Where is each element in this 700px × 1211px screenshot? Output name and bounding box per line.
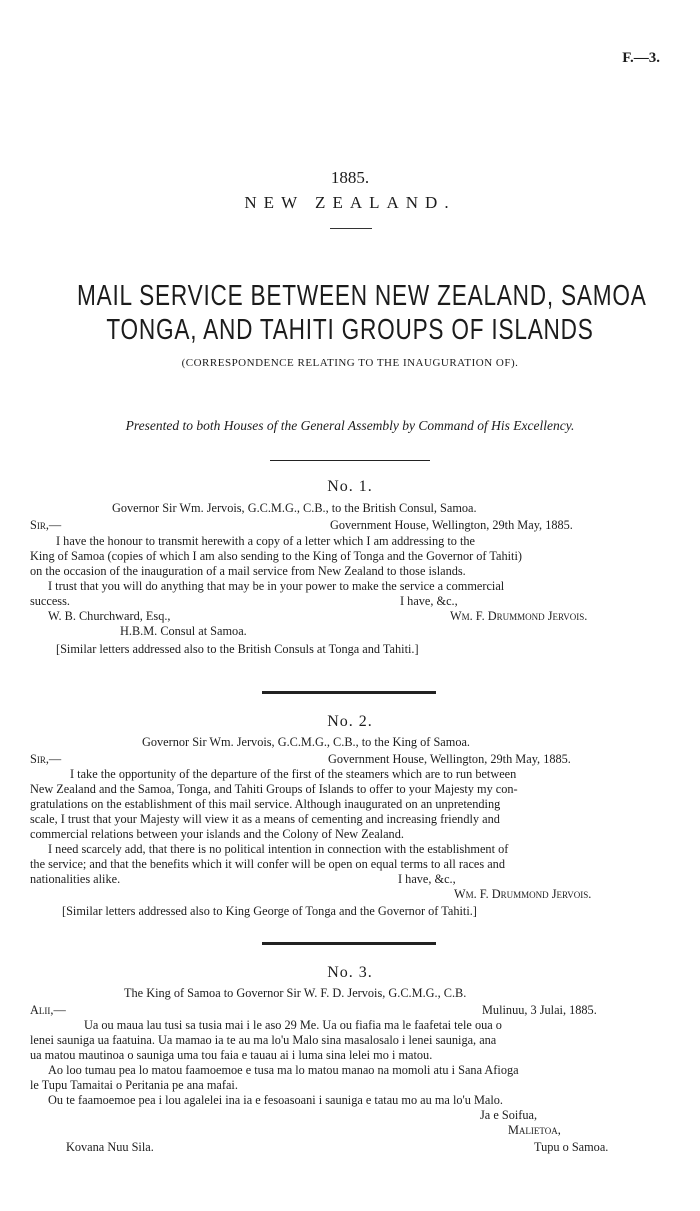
letter-2-line: gratulations on the establishment of this mail service. Although inaugurated on an unpretending: [30, 797, 501, 811]
letter-3-recipient: Kovana Nuu Sila.: [66, 1140, 154, 1154]
letter-2-line: I take the opportunity of the departure of the first of the steamers which are to run between: [70, 767, 517, 781]
letter-2-signature: Wm. F. Drummond Jervois.: [454, 887, 592, 901]
letter-2-note: [Similar letters addressed also to King George of Tonga and the Governor of Tahiti.]: [62, 904, 477, 918]
divider: [262, 942, 436, 945]
letter-2-place-date: Government House, Wellington, 29th May, 1885.: [328, 752, 571, 766]
letter-3-signature: Malietoa,: [508, 1123, 561, 1137]
letter-2-closing: I have, &c.,: [398, 872, 456, 886]
letter-1-salutation: Sir,—: [30, 518, 62, 532]
letter-1-signature: Wm. F. Drummond Jervois.: [450, 609, 588, 623]
presented-line: Presented to both Houses of the General Assembly by Command of His Excellency.: [125, 418, 575, 433]
page-code: F.—3.: [622, 50, 660, 66]
publication-year: 1885.: [330, 168, 370, 187]
letter-1-place-date: Government House, Wellington, 29th May, 1885.: [330, 518, 573, 532]
subtitle: (CORRESPONDENCE RELATING TO THE INAUGURATION OF).: [181, 357, 519, 369]
letter-1-recipient: W. B. Churchward, Esq.,: [48, 609, 171, 623]
divider: [262, 691, 436, 694]
title-line-1: MAIL SERVICE BETWEEN NEW ZEALAND, SAMOA: [77, 280, 647, 312]
letter-3-closing: Ja e Soifua,: [480, 1108, 538, 1122]
letter-2-heading: Governor Sir Wm. Jervois, G.C.M.G., C.B., to the King of Samoa.: [142, 735, 471, 749]
letter-3-place-date: Mulinuu, 3 Julai, 1885.: [482, 1003, 597, 1017]
letter-2-line: New Zealand and the Samoa, Tonga, and Tahiti Groups of Islands to offer to your Majesty my con-: [30, 782, 518, 796]
letter-1-closing: I have, &c.,: [400, 594, 458, 608]
letter-2-line: I need scarcely add, that there is no political intention in connection with the establishment of: [48, 842, 509, 856]
letter-3-line: Ou te faamoemoe pea i lou agalelei ina ia e fesoasoani i sauniga e tatau mo au ma lo'u Malo.: [48, 1093, 503, 1107]
letter-1-note: [Similar letters addressed also to the British Consuls at Tonga and Tahiti.]: [56, 642, 419, 656]
letter-3-number: No. 3.: [327, 964, 373, 981]
letter-1-line: I have the honour to transmit herewith a copy of a letter which I am addressing to the: [56, 534, 475, 548]
letter-1-line: King of Samoa (copies of which I am also sending to the King of Tonga and the Governor of Tahiti): [30, 549, 522, 563]
letter-1-number: No. 1.: [327, 478, 373, 495]
letter-2-salutation: Sir,—: [30, 752, 62, 766]
letter-1-heading: Governor Sir Wm. Jervois, G.C.M.G., C.B., to the British Consul, Samoa.: [112, 501, 477, 515]
letter-1-line: I trust that you will do anything that may be in your power to make the service a commercial: [48, 579, 505, 593]
letter-1-recipient-title: H.B.M. Consul at Samoa.: [120, 624, 247, 638]
letter-2-line: nationalities alike.: [30, 872, 121, 886]
letter-2-line: the service; and that the benefits which it will confer will be open on equal terms to all races and: [30, 857, 505, 871]
letter-3-line: le Tupu Tamaitai o Peritania pe ana mafai.: [30, 1078, 238, 1092]
letter-1-line: on the occasion of the inauguration of a mail service from New Zealand to those islands.: [30, 564, 466, 578]
letter-3-line: ua matou mautinoa o sauniga uma tou faia e tauau ai i luma sina lelei mo i matou.: [30, 1048, 433, 1062]
letter-2-line: commercial relations between your islands and the Colony of New Zealand.: [30, 827, 404, 841]
letter-3-signature-title: Tupu o Samoa.: [534, 1140, 609, 1154]
letter-3-line: Ua ou maua lau tusi sa tusia mai i le aso 29 Me. Ua ou fiafia ma le faafetai tele oua o: [84, 1018, 502, 1032]
letter-3-salutation: Alii,—: [30, 1003, 66, 1017]
country-heading: NEW ZEALAND.: [244, 193, 456, 212]
letter-3-heading: The King of Samoa to Governor Sir W. F. D. Jervois, G.C.M.G., C.B.: [124, 986, 467, 1000]
divider: [270, 460, 430, 461]
title-line-2: TONGA, AND TAHITI GROUPS OF ISLANDS: [106, 314, 594, 346]
letter-1-line: success.: [30, 594, 70, 608]
letter-3-line: Ao loo tumau pea lo matou faamoemoe e tusa ma lo matou manao na momoli atu i Sana Afioga: [48, 1063, 519, 1077]
letter-2-number: No. 2.: [327, 713, 373, 730]
letter-3-line: lenei sauniga ua faatuina. Ua mamao ia te au ma lo'u Malo sina masalosalo i lenei sauniga, ana: [30, 1033, 497, 1047]
letter-2-line: scale, I trust that your Majesty will view it as a means of cementing and increasing friendly and: [30, 812, 500, 826]
divider: [330, 228, 372, 229]
